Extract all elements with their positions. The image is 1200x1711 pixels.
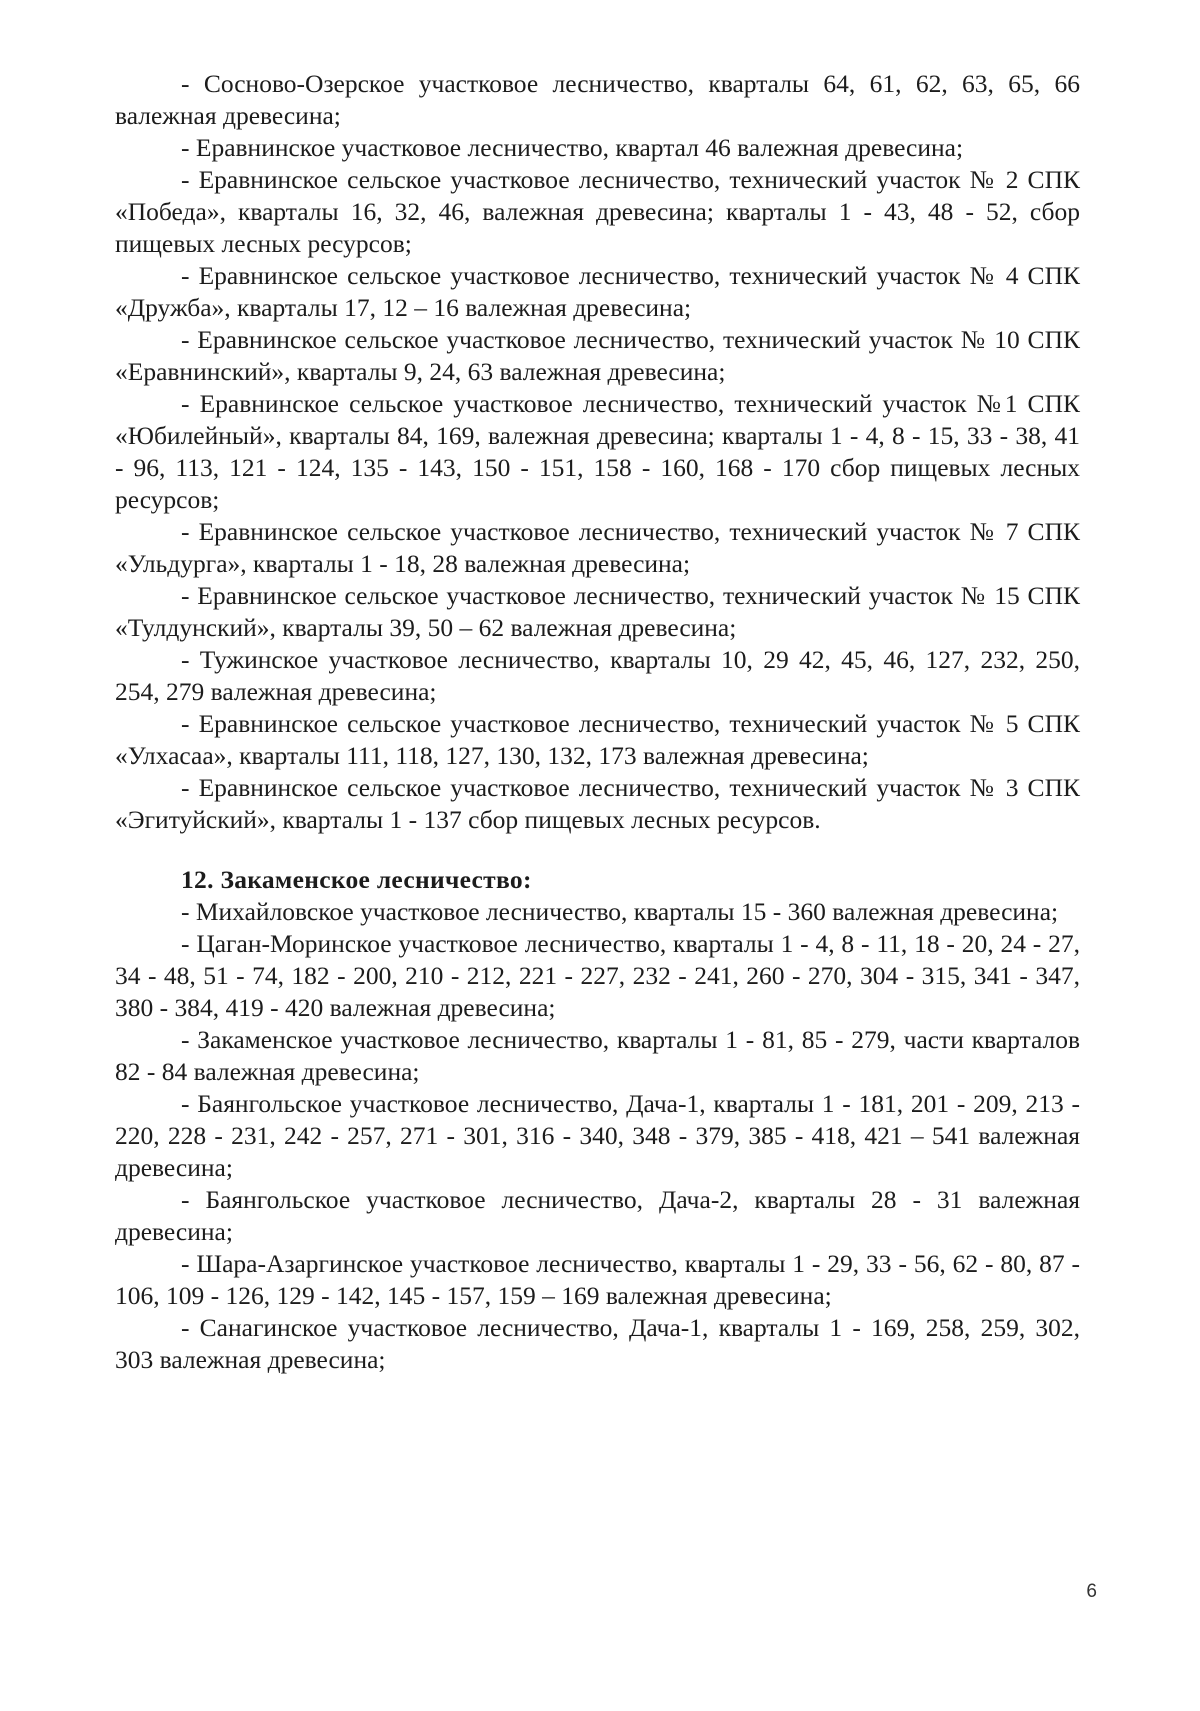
list-item: - Еравнинское сельское участковое лесничество, технический участок № 2 СПК «Победа», кварталы 16, 32, 46, валежная древесина; кварталы 1 - 43, 48 - 52, сбор пищевых лесных ресурсов; bbox=[115, 165, 1080, 258]
list-item: - Михайловское участковое лесничество, кварталы 15 - 360 валежная древесина; bbox=[181, 897, 1059, 926]
list-item: - Закаменское участковое лесничество, кварталы 1 - 81, 85 - 279, части кварталов 82 - 84 валежная древесина; bbox=[115, 1025, 1080, 1086]
page-number: 6 bbox=[1086, 1581, 1097, 1602]
list-item: - Санагинское участковое лесничество, Дача-1, кварталы 1 - 169, 258, 259, 302, 303 валежная древесина; bbox=[115, 1313, 1080, 1374]
list-item: - Сосново-Озерское участковое лесничество, кварталы 64, 61, 62, 63, 65, 66 валежная древесина; bbox=[115, 69, 1080, 130]
list-item: - Еравнинское сельское участковое лесничество, технический участок № 15 СПК «Тулдунский», кварталы 39, 50 – 62 валежная древесина; bbox=[115, 581, 1080, 642]
list-item: - Еравнинское сельское участковое лесничество, технический участок № 3 СПК «Эгитуйский», кварталы 1 - 137 сбор пищевых лесных ресурсов. bbox=[115, 773, 1080, 834]
list-item: - Тужинское участковое лесничество, кварталы 10, 29 42, 45, 46, 127, 232, 250, 254, 279 валежная древесина; bbox=[115, 645, 1080, 706]
list-item: - Еравнинское сельское участковое лесничество, технический участок № 5 СПК «Улхасаа», кварталы 111, 118, 127, 130, 132, 173 валежная древесина; bbox=[115, 709, 1080, 770]
list-item: - Шара-Азаргинское участковое лесничество, кварталы 1 - 29, 33 - 56, 62 - 80, 87 - 106, 109 - 126, 129 - 142, 145 - 157, 159 – 169 валежная древесина; bbox=[115, 1249, 1080, 1310]
list-item: - Еравнинское сельское участковое лесничество, технический участок № 10 СПК «Еравнинский», кварталы 9, 24, 63 валежная древесина; bbox=[115, 325, 1080, 386]
list-item: - Еравнинское сельское участковое лесничество, технический участок № 7 СПК «Ульдурга», кварталы 1 - 18, 28 валежная древесина; bbox=[115, 517, 1080, 578]
list-item: - Еравнинское участковое лесничество, квартал 46 валежная древесина; bbox=[181, 133, 964, 162]
list-item: - Баянгольское участковое лесничество, Дача-2, кварталы 28 - 31 валежная древесина; bbox=[115, 1185, 1080, 1246]
list-item: - Еравнинское сельское участковое лесничество, технический участок № 4 СПК «Дружба», кварталы 17, 12 – 16 валежная древесина; bbox=[115, 261, 1080, 322]
list-item: - Еравнинское сельское участковое лесничество, технический участок №1 СПК «Юбилейный», кварталы 84, 169, валежная древесина; кварталы 1 - 4, 8 - 15, 33 - 38, 41 - 96, 113, 121 - 124, 135 - 143, 150 - 151, 158 - 160, 168 - 170 сбор пищевых лесных ресурсов; bbox=[115, 389, 1080, 514]
section-heading: 12. Закаменское лесничество: bbox=[181, 865, 532, 894]
list-item: - Баянгольское участковое лесничество, Дача-1, кварталы 1 - 181, 201 - 209, 213 - 220, 228 - 231, 242 - 257, 271 - 301, 316 - 340, 348 - 379, 385 - 418, 421 – 541 валежная древесина; bbox=[115, 1089, 1080, 1182]
list-item: - Цаган-Моринское участковое лесничество, кварталы 1 - 4, 8 - 11, 18 - 20, 24 - 27, 34 - 48, 51 - 74, 182 - 200, 210 - 212, 221 - 227, 232 - 241, 260 - 270, 304 - 315, 341 - 347, 380 - 384, 419 - 420 валежная древесина; bbox=[115, 929, 1080, 1022]
section-11-continuation bbox=[115, 68, 1080, 836]
section-12 bbox=[115, 864, 1080, 1376]
